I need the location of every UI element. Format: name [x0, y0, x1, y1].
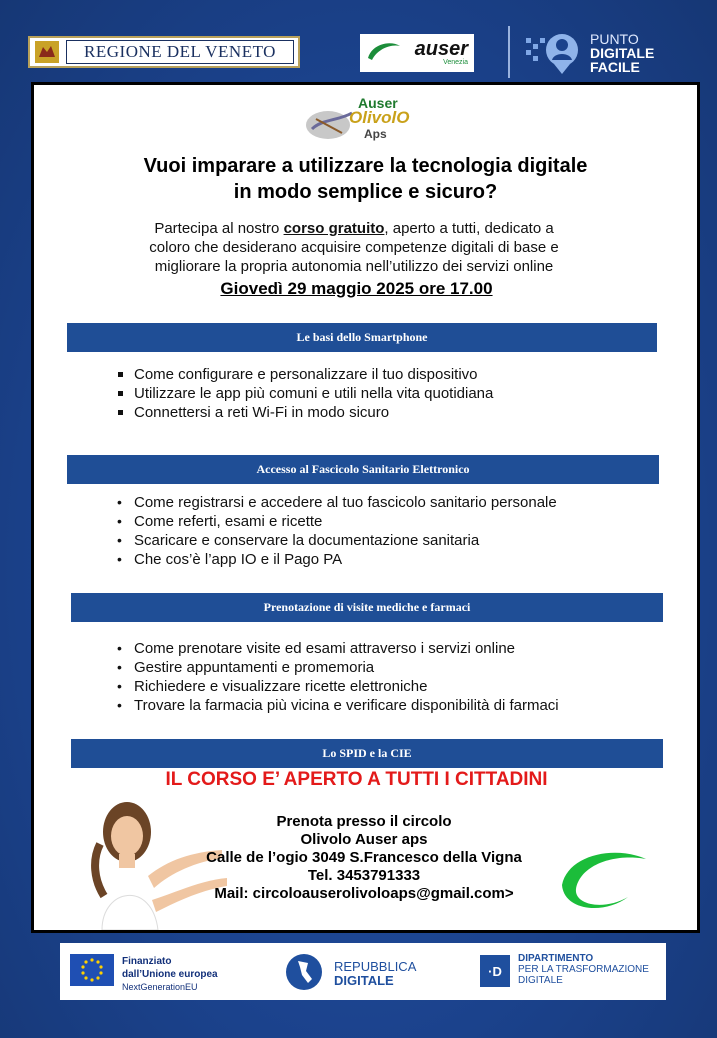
smartphone-list: [116, 365, 493, 422]
section-band-fascicolo: Accesso al Fascicolo Sanitario Elettronico: [67, 455, 659, 484]
list-item: Utilizzare le app più comuni e utili nella vita quotidiana: [116, 384, 493, 403]
green-swoosh-icon: [554, 845, 654, 915]
list-item: • Gestire appuntamenti e promemoria: [116, 658, 559, 677]
lion-crest-icon: [34, 40, 60, 64]
contact-line1: Prenota presso il circolo: [276, 813, 452, 830]
section-band-spid: Lo SPID e la CIE: [71, 739, 663, 768]
pdf-line3: FACILE: [590, 59, 640, 75]
section-band-prenotazione: Prenotazione di visite mediche e farmaci: [71, 593, 663, 622]
headline: [34, 153, 697, 205]
dip-line3: DIGITALE: [518, 975, 563, 986]
contact-email[interactable]: Mail: circoloauserolivoloaps@gmail.com>: [214, 885, 514, 902]
logo-olivolo: OlivolO: [349, 108, 410, 127]
italy-map-icon: [282, 953, 326, 991]
contact-phone: Tel. 3453791333: [307, 867, 421, 884]
auser-sub: Venezia: [443, 59, 468, 66]
logo-aps: Aps: [364, 127, 387, 141]
intro-post: , aperto a tutti, dedicato a: [384, 220, 554, 237]
contact-block: [194, 813, 534, 903]
list-item: • Trovare la farmacia più vicina e verificare disponibilità di farmaci: [116, 696, 559, 715]
header-divider: [508, 26, 510, 78]
auser-olivolo-logo: [302, 93, 422, 145]
pdf-text: [590, 32, 654, 74]
list-item: • Richiedere e visualizzare ricette elettroniche: [116, 677, 559, 696]
section-band-smartphone: Le basi dello Smartphone: [67, 323, 657, 352]
intro-text: [54, 219, 654, 276]
list-item: • Come registrarsi e accedere al tuo fascicolo sanitario personale: [116, 493, 557, 512]
rep-line1: REPUBBLICA: [334, 959, 417, 974]
repubblica-digitale-logo: [282, 949, 442, 993]
intro-line2: coloro che desiderano acquisire competenze digitali di base e: [149, 239, 559, 256]
dip-d-icon: ·D: [480, 955, 510, 987]
open-to-all-notice: IL CORSO E’ APERTO A TUTTI I CITTADINI: [165, 769, 548, 790]
eu-line2: dall’Unione europea: [122, 969, 218, 980]
contact-line2: Olivolo Auser aps: [300, 831, 428, 848]
list-item: Connettersi a reti Wi-Fi in modo sicuro: [116, 403, 493, 422]
regione-veneto-logo: [28, 36, 300, 68]
regione-name: REGIONE DEL VENETO: [66, 40, 294, 64]
eu-flag-icon: [70, 954, 114, 986]
funding-footer: [60, 943, 666, 1000]
list-item: • Come prenotare visite ed esami attraverso i servizi online: [116, 639, 559, 658]
headline-line2: in modo semplice e sicuro?: [233, 181, 498, 203]
contact-address: Calle de l’ogio 3049 S.Francesco della Vigna: [206, 849, 522, 866]
logo-auser: Auser: [358, 95, 398, 111]
pdf-line1: PUNTO: [590, 31, 639, 47]
list-item: • Come referti, esami e ricette: [116, 512, 557, 531]
course-date: Giovedì 29 maggio 2025 ore 17.00: [220, 279, 493, 298]
eu-line3: NextGenerationEU: [122, 982, 198, 992]
list-item: • Che cos’è l’app IO e il Pago PA: [116, 550, 557, 569]
dip-line1: DIPARTIMENTO: [518, 953, 594, 964]
prenotazione-list: [116, 639, 559, 715]
pdf-line2: DIGITALE: [590, 45, 655, 61]
list-item: • Scaricare e conservare la documentazione sanitaria: [116, 531, 557, 550]
pin-person-icon: [524, 28, 584, 78]
dip-text: [518, 953, 649, 986]
corso-gratuito: corso gratuito: [283, 220, 385, 237]
intro-line3: migliorare la propria autonomia nell’utilizzo dei servizi online: [154, 258, 554, 275]
fascicolo-list: [116, 493, 557, 569]
intro-pre: Partecipa al nostro: [154, 220, 284, 237]
list-item: Come configurare e personalizzare il tuo dispositivo: [116, 365, 493, 384]
auser-swoosh-icon: [364, 38, 404, 68]
eu-line1: Finanziato: [122, 956, 172, 967]
dipartimento-logo: [480, 949, 660, 995]
punto-digitale-facile-logo: [524, 28, 654, 78]
dip-line2: PER LA TRASFORMAZIONE: [518, 964, 649, 975]
flyer-panel: [31, 82, 700, 933]
auser-name: auser: [414, 38, 468, 60]
intro-line1: [54, 219, 654, 238]
eu-funding-text: [122, 955, 218, 993]
auser-venezia-logo: [360, 34, 474, 72]
rep-line2: DIGITALE: [334, 973, 394, 988]
headline-line1: Vuoi imparare a utilizzare la tecnologia digitale: [143, 155, 588, 177]
